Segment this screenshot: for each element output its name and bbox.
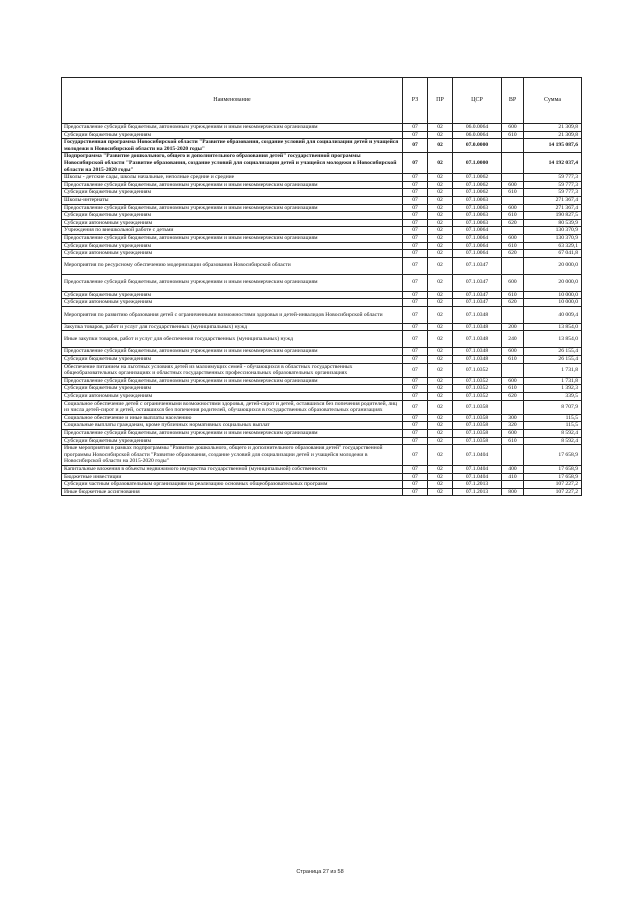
cell-pr: 02 — [428, 299, 453, 307]
cell-name: Предоставление субсидий бюджетным, автономным учреждениям и иным некоммерческим организациям — [62, 124, 403, 132]
cell-vr: 320 — [502, 422, 524, 430]
cell-rz: 07 — [403, 356, 428, 364]
cell-name: Предоставление субсидий бюджетным, автономным учреждениям и иным некоммерческим организациям — [62, 377, 403, 385]
cell-csr: 07.1.0347 — [453, 291, 502, 299]
table-row — [62, 219, 582, 227]
cell-csr: 07.1.2013 — [453, 488, 502, 496]
cell-pr: 02 — [428, 348, 453, 356]
cell-name: Субсидии бюджетным учреждениям — [62, 356, 403, 364]
cell-rz: 07 — [403, 219, 428, 227]
cell-csr: 07.1.0348 — [453, 348, 502, 356]
table-row — [62, 181, 582, 189]
cell-csr: 07.1.0348 — [453, 331, 502, 348]
cell-csr: 07.1.0358 — [453, 430, 502, 438]
cell-pr: 02 — [428, 488, 453, 496]
cell-pr: 02 — [428, 356, 453, 364]
cell-rz: 07 — [403, 204, 428, 212]
cell-vr: 400 — [502, 465, 524, 473]
cell-sum: 1 392,3 — [524, 385, 582, 393]
cell-sum: 10 000,0 — [524, 299, 582, 307]
cell-csr: 07.1.0404 — [453, 465, 502, 473]
cell-pr: 02 — [428, 430, 453, 438]
cell-pr: 02 — [428, 204, 453, 212]
cell-vr — [502, 227, 524, 235]
cell-name: Социальное обеспечение и иные выплаты населению — [62, 414, 403, 422]
cell-vr: 620 — [502, 299, 524, 307]
cell-pr: 02 — [428, 331, 453, 348]
header-vr: ВР — [502, 78, 524, 124]
cell-vr: 200 — [502, 323, 524, 331]
cell-rz: 07 — [403, 196, 428, 204]
cell-rz: 07 — [403, 227, 428, 235]
cell-rz: 07 — [403, 414, 428, 422]
cell-sum: 13 854,0 — [524, 323, 582, 331]
cell-sum: 59 777,3 — [524, 174, 582, 182]
cell-csr: 07.1.0348 — [453, 323, 502, 331]
cell-pr: 02 — [428, 189, 453, 197]
table-row — [62, 234, 582, 242]
table-row — [62, 257, 582, 274]
cell-sum: 339,5 — [524, 393, 582, 401]
cell-pr: 02 — [428, 422, 453, 430]
table-row — [62, 131, 582, 139]
cell-sum: 80 539,9 — [524, 219, 582, 227]
cell-rz: 07 — [403, 331, 428, 348]
cell-csr: 07.1.0063 — [453, 196, 502, 204]
cell-csr: 07.1.0358 — [453, 400, 502, 414]
cell-vr: 300 — [502, 414, 524, 422]
cell-sum: 20 000,0 — [524, 274, 582, 291]
table-row — [62, 189, 582, 197]
cell-vr: 620 — [502, 393, 524, 401]
cell-rz: 07 — [403, 481, 428, 489]
cell-name: Субсидии бюджетным учреждениям — [62, 291, 403, 299]
cell-sum: 1 731,8 — [524, 377, 582, 385]
cell-csr: 07.1.0404 — [453, 445, 502, 466]
cell-pr: 02 — [428, 181, 453, 189]
cell-sum: 17 658,9 — [524, 465, 582, 473]
cell-name: Субсидии бюджетным учреждениям — [62, 131, 403, 139]
table-row — [62, 445, 582, 466]
cell-pr: 02 — [428, 257, 453, 274]
table-row — [62, 400, 582, 414]
cell-pr: 02 — [428, 481, 453, 489]
cell-rz: 07 — [403, 422, 428, 430]
cell-sum: 14 195 087,6 — [524, 139, 582, 153]
cell-name: Предоставление субсидий бюджетным, автономным учреждениям и иным некоммерческим организациям — [62, 204, 403, 212]
cell-sum: 67 041,8 — [524, 250, 582, 258]
cell-pr: 02 — [428, 196, 453, 204]
cell-pr: 02 — [428, 363, 453, 377]
cell-sum: 21 309,8 — [524, 124, 582, 132]
cell-vr — [502, 174, 524, 182]
cell-vr: 610 — [502, 437, 524, 445]
cell-pr: 02 — [428, 385, 453, 393]
cell-name: Предоставление субсидий бюджетным, автономным учреждениям и иным некоммерческим организациям — [62, 430, 403, 438]
cell-vr: 600 — [502, 181, 524, 189]
cell-name: Предоставление субсидий бюджетным, автономным учреждениям и иным некоммерческим организациям — [62, 274, 403, 291]
header-rz: РЗ — [403, 78, 428, 124]
table-row — [62, 356, 582, 364]
cell-vr — [502, 257, 524, 274]
cell-vr: 410 — [502, 473, 524, 481]
cell-sum: 17 658,9 — [524, 473, 582, 481]
cell-csr: 07.1.0064 — [453, 234, 502, 242]
table-row — [62, 227, 582, 235]
cell-name: Субсидии бюджетным учреждениям — [62, 385, 403, 393]
cell-name: Иные мероприятия в рамках подпрограммы "Развитие дошкольного, общего и дополнительного образования детей" государственной программы Новосибирской области "Развитие образования, создание условий для социализации детей и учащейся молодежи в Новосибирской области на 2015-2020 годы" — [62, 445, 403, 466]
cell-pr: 02 — [428, 306, 453, 323]
cell-pr: 02 — [428, 212, 453, 220]
cell-pr: 02 — [428, 153, 453, 174]
cell-rz: 07 — [403, 139, 428, 153]
page-number: Страница 27 из 58 — [296, 869, 344, 875]
cell-name: Субсидии частным образовательным организациям на реализацию основных общеобразовательных программ — [62, 481, 403, 489]
cell-vr — [502, 139, 524, 153]
cell-vr: 610 — [502, 189, 524, 197]
table-row — [62, 331, 582, 348]
cell-csr: 07.1.0064 — [453, 250, 502, 258]
cell-pr: 02 — [428, 124, 453, 132]
table-row — [62, 196, 582, 204]
header-pr: ПР — [428, 78, 453, 124]
cell-name: Мероприятия по развитию образования детей с ограниченными возможностями здоровья и детей-инвалидов Новосибирской области — [62, 306, 403, 323]
cell-vr: 600 — [502, 430, 524, 438]
cell-vr: 600 — [502, 377, 524, 385]
cell-rz: 07 — [403, 430, 428, 438]
cell-name: Субсидии автономным учреждениям — [62, 299, 403, 307]
cell-rz: 07 — [403, 363, 428, 377]
cell-vr — [502, 363, 524, 377]
table-row — [62, 393, 582, 401]
cell-pr: 02 — [428, 139, 453, 153]
table-row — [62, 348, 582, 356]
table-row — [62, 430, 582, 438]
cell-rz: 07 — [403, 153, 428, 174]
cell-pr: 02 — [428, 323, 453, 331]
cell-sum: 271 367,4 — [524, 204, 582, 212]
table-row — [62, 465, 582, 473]
cell-csr: 07.0.0000 — [453, 139, 502, 153]
cell-sum: 130 370,9 — [524, 234, 582, 242]
cell-csr: 07.1.0404 — [453, 473, 502, 481]
cell-name: Субсидии бюджетным учреждениям — [62, 189, 403, 197]
cell-csr: 07.1.0347 — [453, 257, 502, 274]
cell-pr: 02 — [428, 250, 453, 258]
cell-csr: 07.1.0358 — [453, 422, 502, 430]
cell-sum: 1 731,8 — [524, 363, 582, 377]
cell-sum: 13 854,0 — [524, 331, 582, 348]
table-row — [62, 174, 582, 182]
cell-sum: 63 329,1 — [524, 242, 582, 250]
cell-name: Субсидии бюджетным учреждениям — [62, 437, 403, 445]
cell-csr: 07.1.0352 — [453, 377, 502, 385]
cell-vr: 800 — [502, 488, 524, 496]
cell-sum: 40 009,4 — [524, 306, 582, 323]
cell-name: Предоставление субсидий бюджетным, автономным учреждениям и иным некоммерческим организациям — [62, 348, 403, 356]
cell-pr: 02 — [428, 131, 453, 139]
cell-name: Мероприятия по ресурсному обеспечению модернизации образования Новосибирской области — [62, 257, 403, 274]
cell-sum: 190 827,5 — [524, 212, 582, 220]
cell-vr — [502, 445, 524, 466]
table-row — [62, 153, 582, 174]
cell-rz: 07 — [403, 212, 428, 220]
cell-name: Школы-интернаты — [62, 196, 403, 204]
cell-rz: 07 — [403, 473, 428, 481]
cell-rz: 07 — [403, 437, 428, 445]
cell-pr: 02 — [428, 445, 453, 466]
table-row — [62, 306, 582, 323]
cell-sum: 271 367,4 — [524, 196, 582, 204]
table-row — [62, 414, 582, 422]
table-row — [62, 437, 582, 445]
cell-pr: 02 — [428, 465, 453, 473]
cell-pr: 02 — [428, 437, 453, 445]
cell-sum: 10 000,0 — [524, 291, 582, 299]
cell-csr: 07.1.0063 — [453, 204, 502, 212]
cell-csr: 06.0.0064 — [453, 124, 502, 132]
budget-table-container — [61, 77, 581, 496]
cell-vr: 620 — [502, 250, 524, 258]
cell-pr: 02 — [428, 393, 453, 401]
cell-vr — [502, 481, 524, 489]
cell-csr: 07.1.0352 — [453, 363, 502, 377]
cell-csr: 07.1.0062 — [453, 189, 502, 197]
cell-name: Социальное обеспечение детей с ограниченными возможностями здоровья, детей-сирот и детей, оставшихся без попечения родителей, лиц из числа детей-сирот и детей, оставшихся без попечения родителей, обучающихся в государственных образовательных организациях — [62, 400, 403, 414]
cell-csr: 07.1.0352 — [453, 385, 502, 393]
cell-name: Учреждения по внешкольной работе с детьми — [62, 227, 403, 235]
cell-sum: 8 592,4 — [524, 430, 582, 438]
header-sum: Сумма — [524, 78, 582, 124]
cell-rz: 07 — [403, 348, 428, 356]
cell-pr: 02 — [428, 227, 453, 235]
cell-rz: 07 — [403, 250, 428, 258]
cell-sum: 59 777,3 — [524, 181, 582, 189]
cell-csr: 07.1.0062 — [453, 181, 502, 189]
cell-name: Капитальные вложения в объекты недвижимого имущества государственной (муниципальной) собственности — [62, 465, 403, 473]
table-row — [62, 124, 582, 132]
cell-sum: 17 658,9 — [524, 445, 582, 466]
cell-pr: 02 — [428, 234, 453, 242]
cell-csr: 07.1.2013 — [453, 481, 502, 489]
table-row — [62, 385, 582, 393]
cell-rz: 07 — [403, 257, 428, 274]
cell-name: Социальные выплаты гражданам, кроме публичных нормативных социальных выплат — [62, 422, 403, 430]
cell-vr: 240 — [502, 331, 524, 348]
cell-name: Субсидии автономным учреждениям — [62, 250, 403, 258]
cell-csr: 07.1.0358 — [453, 437, 502, 445]
budget-table — [61, 77, 582, 496]
cell-csr: 07.1.0348 — [453, 306, 502, 323]
cell-vr: 610 — [502, 242, 524, 250]
cell-pr: 02 — [428, 219, 453, 227]
cell-sum: 8 707,9 — [524, 400, 582, 414]
cell-vr: 610 — [502, 212, 524, 220]
cell-vr: 600 — [502, 234, 524, 242]
cell-name: Государственная программа Новосибирской области "Развитие образования, создание условий для социализации детей и учащейся молодежи в Новосибирской области на 2015-2020 годы" — [62, 139, 403, 153]
cell-csr: 07.1.0352 — [453, 393, 502, 401]
cell-rz: 07 — [403, 445, 428, 466]
table-row — [62, 323, 582, 331]
cell-vr: 620 — [502, 219, 524, 227]
cell-name: Субсидии автономным учреждениям — [62, 219, 403, 227]
cell-rz: 07 — [403, 488, 428, 496]
cell-name: Закупка товаров, работ и услуг для государственных (муниципальных) нужд — [62, 323, 403, 331]
cell-name: Предоставление субсидий бюджетным, автономным учреждениям и иным некоммерческим организациям — [62, 234, 403, 242]
cell-name: Школы - детские сады, школы начальные, неполные средние и средние — [62, 174, 403, 182]
table-row — [62, 422, 582, 430]
cell-name: Иные закупки товаров, работ и услуг для обеспечения государственных (муниципальных) нужд — [62, 331, 403, 348]
cell-rz: 07 — [403, 242, 428, 250]
cell-csr: 07.1.0064 — [453, 227, 502, 235]
table-row — [62, 481, 582, 489]
cell-csr: 07.1.0064 — [453, 242, 502, 250]
cell-csr: 07.1.0347 — [453, 274, 502, 291]
cell-pr: 02 — [428, 473, 453, 481]
table-row — [62, 363, 582, 377]
table-row — [62, 291, 582, 299]
cell-name: Бюджетные инвестиции — [62, 473, 403, 481]
cell-name: Иные бюджетные ассигнования — [62, 488, 403, 496]
cell-csr: 06.0.0064 — [453, 131, 502, 139]
cell-vr: 610 — [502, 385, 524, 393]
cell-csr: 07.1.0062 — [453, 174, 502, 182]
cell-pr: 02 — [428, 400, 453, 414]
table-row — [62, 473, 582, 481]
cell-rz: 07 — [403, 299, 428, 307]
cell-sum: 59 777,3 — [524, 189, 582, 197]
cell-pr: 02 — [428, 291, 453, 299]
cell-sum: 20 000,0 — [524, 257, 582, 274]
cell-vr: 610 — [502, 131, 524, 139]
cell-name: Обеспечение питанием на льготных условиях детей из малоимущих семей - обучающихся в областных государственных общеобразовательных организациях и областных государственных профессиональных образовательных организациях — [62, 363, 403, 377]
table-row — [62, 242, 582, 250]
cell-sum: 8 592,4 — [524, 437, 582, 445]
cell-rz: 07 — [403, 291, 428, 299]
cell-pr: 02 — [428, 174, 453, 182]
cell-pr: 02 — [428, 377, 453, 385]
cell-rz: 07 — [403, 274, 428, 291]
cell-sum: 130 370,9 — [524, 227, 582, 235]
cell-name: Субсидии бюджетным учреждениям — [62, 212, 403, 220]
cell-pr: 02 — [428, 274, 453, 291]
cell-vr: 600 — [502, 124, 524, 132]
cell-name: Субсидии автономным учреждениям — [62, 393, 403, 401]
table-row — [62, 212, 582, 220]
header-csr: ЦСР — [453, 78, 502, 124]
cell-name: Подпрограмма "Развитие дошкольного, общего и дополнительного образования детей" государственной программы Новосибирской области "Развитие образования, создание условий для социализации детей и учащейся молодежи в Новосибирской области на 2015-2020 годы" — [62, 153, 403, 174]
cell-vr: 600 — [502, 348, 524, 356]
cell-rz: 07 — [403, 189, 428, 197]
cell-sum: 107 227,2 — [524, 488, 582, 496]
cell-csr: 07.1.0000 — [453, 153, 502, 174]
cell-csr: 07.1.0358 — [453, 414, 502, 422]
cell-rz: 07 — [403, 124, 428, 132]
cell-rz: 07 — [403, 181, 428, 189]
cell-rz: 07 — [403, 131, 428, 139]
cell-vr — [502, 400, 524, 414]
cell-name: Предоставление субсидий бюджетным, автономным учреждениям и иным некоммерческим организациям — [62, 181, 403, 189]
table-row — [62, 299, 582, 307]
cell-rz: 07 — [403, 393, 428, 401]
cell-rz: 07 — [403, 400, 428, 414]
cell-vr: 600 — [502, 274, 524, 291]
cell-vr: 600 — [502, 204, 524, 212]
cell-sum: 21 309,8 — [524, 131, 582, 139]
cell-sum: 115,5 — [524, 422, 582, 430]
cell-pr: 02 — [428, 414, 453, 422]
table-header-row — [62, 78, 582, 124]
cell-csr: 07.1.0063 — [453, 219, 502, 227]
cell-rz: 07 — [403, 323, 428, 331]
cell-name: Субсидии бюджетным учреждениям — [62, 242, 403, 250]
table-row — [62, 377, 582, 385]
cell-sum: 26 155,4 — [524, 356, 582, 364]
cell-vr — [502, 196, 524, 204]
cell-csr: 07.1.0063 — [453, 212, 502, 220]
cell-sum: 14 192 037,4 — [524, 153, 582, 174]
cell-csr: 07.1.0348 — [453, 356, 502, 364]
cell-sum: 115,5 — [524, 414, 582, 422]
table-row — [62, 488, 582, 496]
cell-csr: 07.1.0347 — [453, 299, 502, 307]
table-row — [62, 139, 582, 153]
table-body — [62, 124, 582, 496]
cell-sum: 26 155,4 — [524, 348, 582, 356]
cell-vr: 610 — [502, 356, 524, 364]
cell-pr: 02 — [428, 242, 453, 250]
cell-rz: 07 — [403, 465, 428, 473]
table-row — [62, 250, 582, 258]
cell-rz: 07 — [403, 174, 428, 182]
cell-rz: 07 — [403, 306, 428, 323]
cell-sum: 107 227,2 — [524, 481, 582, 489]
cell-vr — [502, 306, 524, 323]
cell-rz: 07 — [403, 234, 428, 242]
cell-vr: 610 — [502, 291, 524, 299]
cell-rz: 07 — [403, 385, 428, 393]
table-row — [62, 204, 582, 212]
header-name: Наименование — [62, 78, 403, 124]
cell-vr — [502, 153, 524, 174]
cell-rz: 07 — [403, 377, 428, 385]
table-row — [62, 274, 582, 291]
